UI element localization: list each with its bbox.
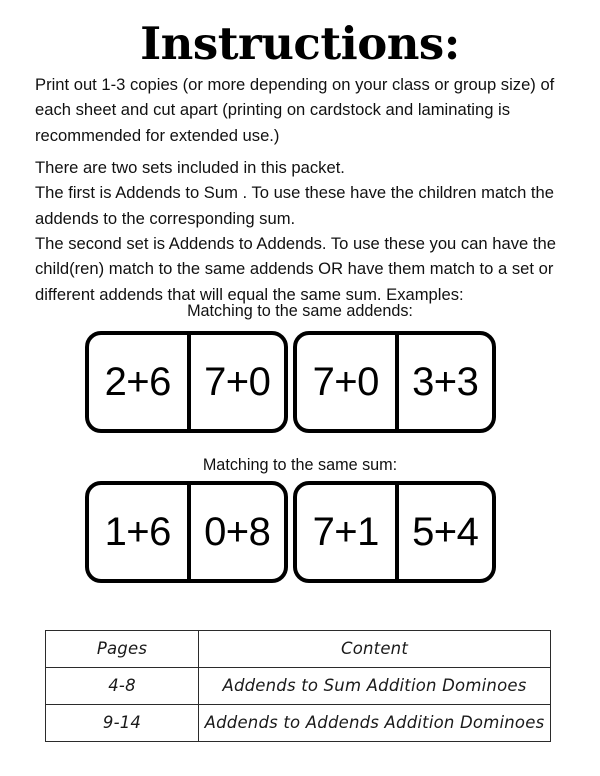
domino-tile [293, 481, 496, 583]
table-cell-content: Addends to Addends Addition Dominoes [199, 705, 551, 742]
table-header-row [46, 631, 551, 668]
domino-cell: 7+1 [312, 510, 379, 554]
domino-cell: 7+0 [187, 335, 285, 429]
paragraph-line: The second set is Addends to Addends. To use these you can have the [35, 234, 556, 253]
page-title: Instructions: [140, 17, 460, 70]
table-cell-pages: 4-8 [46, 668, 199, 705]
paragraph-line: each sheet and cut apart (printing on cardstock and laminating is [35, 100, 511, 120]
paragraph-line: The first is Addends to Sum . To use these have the children match the [35, 183, 554, 203]
domino-row-same-sum [0, 481, 600, 587]
intro-paragraph [35, 72, 569, 148]
paragraph-line: Print out 1-3 copies (or more depending on your class or group size) of [35, 75, 555, 94]
domino-cell: 2+6 [104, 360, 171, 404]
first-set-paragraph [35, 155, 569, 231]
domino-cell: 3+3 [395, 335, 493, 429]
table-cell-pages: 9-14 [46, 705, 199, 742]
paragraph-line: child(ren) match to the same addends OR have them match to a set or [35, 259, 554, 279]
paragraph-line: There are two sets included in this packet. [35, 158, 345, 177]
paragraph-line: addends to the corresponding sum. [35, 208, 296, 228]
table-cell-content: Addends to Sum Addition Dominoes [199, 668, 551, 705]
domino-tile [293, 331, 496, 433]
paragraph-line: recommended for extended use.) [35, 125, 280, 145]
contents-table [45, 630, 551, 742]
domino-tile [85, 481, 288, 583]
example-caption-same-sum: Matching to the same sum: [202, 456, 398, 474]
table-header-pages: Pages [46, 631, 199, 668]
table-header-content: Content [199, 631, 551, 668]
domino-cell: 0+8 [187, 485, 285, 579]
domino-cell: 5+4 [395, 485, 493, 579]
paragraph-line: different addends that will equal the same sum. Examples: [35, 284, 464, 304]
second-set-paragraph [35, 231, 569, 307]
domino-cell: 1+6 [104, 510, 171, 554]
table-row [46, 668, 551, 705]
table-row [46, 705, 551, 742]
example-caption-same-addends: Matching to the same addends: [187, 302, 413, 320]
domino-cell: 7+0 [312, 360, 379, 404]
domino-row-same-addends [0, 331, 600, 437]
domino-tile [85, 331, 288, 433]
